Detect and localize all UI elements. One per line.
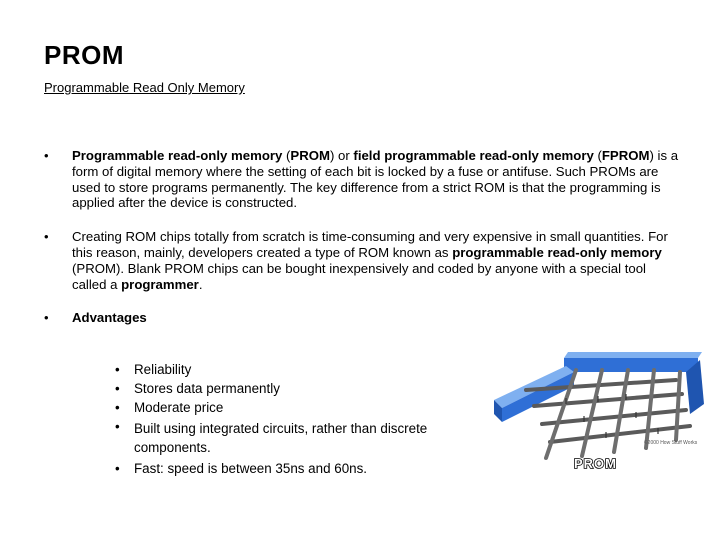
bullet-list [44,148,684,326]
advantage-item [112,417,442,459]
term-prom-full: Programmable read-only memory [72,148,283,163]
term-prom-full: programmable read-only memory [452,244,662,260]
advantage-item [112,379,442,398]
advantages-list [112,360,442,478]
sub-bullet-icon: • [115,419,120,434]
term-prom: PROM [290,148,330,163]
bullet-dot-icon: • [44,310,49,326]
row-wires [526,380,690,442]
text-span: ) is a form of digital memory where the setting of each bit is locked by a fuse or antifuse. Such PROMs are used to store programs permanently. The key difference from a strict ROM is that the programming is applied after the device is constructed. [72,148,679,211]
advantage-item [112,360,442,379]
sub-bullet-icon: • [115,362,120,377]
text-span: (PROM). Blank PROM chips can be bought inexpensively and coded by anyone with a special tool called a [72,260,646,292]
term-programmer: programmer [121,276,199,292]
advantage-text: Built using integrated circuits, rather than discrete components. [134,421,428,455]
text-span: ( [282,148,291,163]
back-frame-bar [564,352,702,358]
bullet-advantages [44,310,684,326]
advantage-item [112,398,442,417]
sub-bullet-icon: • [115,461,120,476]
back-frame-bar-face [564,358,698,372]
advantage-text: Moderate price [134,400,224,415]
term-fprom: FPROM [601,148,650,163]
advantages-heading: Advantages [72,310,147,326]
prom-diagram [486,340,716,490]
sub-bullet-icon: • [115,400,120,415]
advantage-item [112,459,442,478]
figure-label: PROM [574,456,617,471]
sub-bullet-icon: • [115,381,120,396]
term-fprom-full: field programmable read-only memory [353,148,594,163]
bullet-prom-creation [44,229,684,292]
slide-subtitle: Programmable Read Only Memory [44,80,245,95]
bullet-dot-icon: • [44,148,49,163]
figure-credit: ©2000 How Stuff Works [644,440,698,446]
text-span: Creating ROM chips totally from scratch is time-consuming and very expensive in small quantities. For this reason, mainly, developers created a type of ROM known as [72,229,668,260]
text-span: ) or [329,148,354,163]
text-span: ( [593,148,602,163]
bullet-prom-definition [44,148,684,211]
bullet-dot-icon: • [44,229,49,245]
slide-title: PROM [44,40,124,70]
advantage-text: Reliability [134,362,192,377]
advantage-text: Stores data permanently [134,381,280,396]
advantage-text: Fast: speed is between 35ns and 60ns. [134,461,368,476]
text-span: . [198,276,203,292]
